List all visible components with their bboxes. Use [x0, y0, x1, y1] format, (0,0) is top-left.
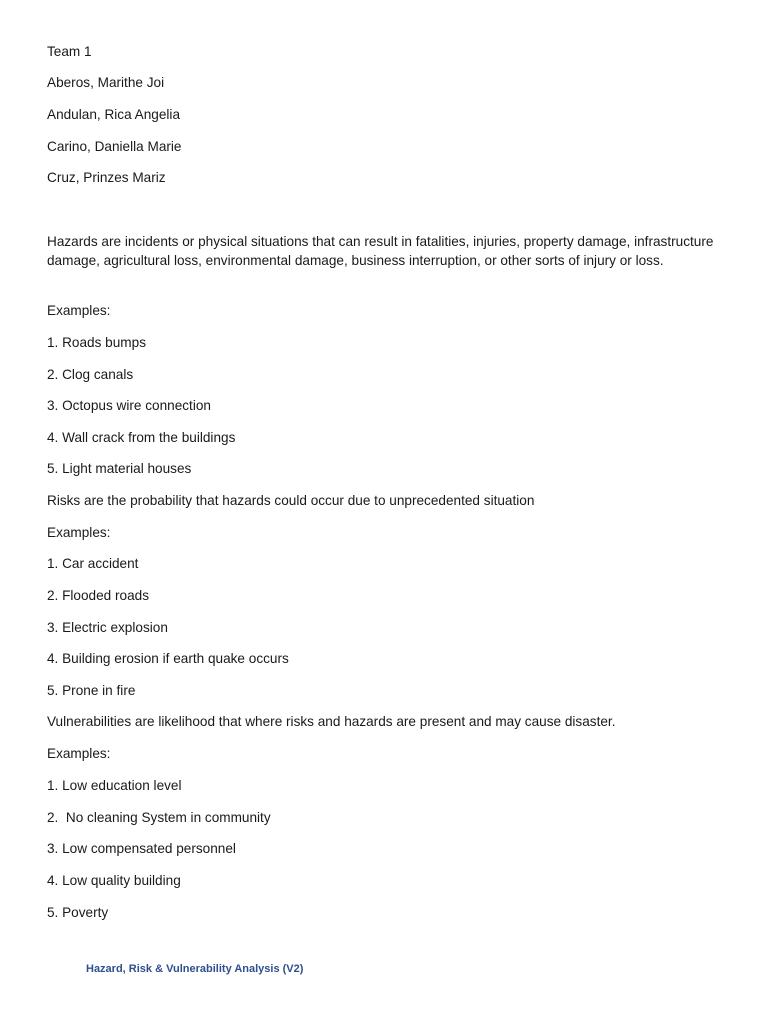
hazard-example-item: 4. Wall crack from the buildings — [47, 430, 236, 445]
risks-examples-label: Examples: — [47, 525, 111, 540]
vulnerabilities-definition: Vulnerabilities are likelihood that where risks and hazards are present and may cause disaster. — [47, 714, 616, 729]
team-member: Aberos, Marithe Joi — [47, 75, 165, 90]
hazards-definition: Hazards are incidents or physical situations that can result in fatalities, injuries, property damage, infrastructure damage, agricultural loss, environmental damage, business interruption, or other sorts of injury or loss. — [47, 234, 714, 268]
vulnerabilities-examples-label: Examples: — [47, 746, 111, 761]
vulnerability-example-item: 5. Poverty — [47, 905, 109, 920]
page-footer: Hazard, Risk & Vulnerability Analysis (V2) — [86, 963, 304, 975]
hazard-example-item: 5. Light material houses — [47, 461, 192, 476]
risk-example-item: 2. Flooded roads — [47, 588, 150, 603]
team-member: Cruz, Prinzes Mariz — [47, 170, 166, 185]
risk-example-item: 5. Prone in fire — [47, 683, 136, 698]
team-member: Andulan, Rica Angelia — [47, 107, 181, 122]
risks-definition: Risks are the probability that hazards could occur due to unprecedented situation — [47, 493, 535, 508]
hazard-example-item: 2. Clog canals — [47, 367, 134, 382]
team-member: Carino, Daniella Marie — [47, 139, 182, 154]
risk-example-item: 3. Electric explosion — [47, 620, 168, 635]
risk-example-item: 1. Car accident — [47, 556, 139, 571]
vulnerability-example-item: 1. Low education level — [47, 778, 182, 793]
vulnerability-example-item: 4. Low quality building — [47, 873, 181, 888]
risk-example-item: 4. Building erosion if earth quake occurs — [47, 651, 289, 666]
hazards-examples-label: Examples: — [47, 303, 111, 318]
hazard-example-item: 3. Octopus wire connection — [47, 398, 211, 413]
hazard-example-item: 1. Roads bumps — [47, 335, 146, 350]
vulnerability-example-item: 3. Low compensated personnel — [47, 841, 236, 856]
team-label: Team 1 — [47, 44, 92, 59]
vulnerability-example-item: 2. No cleaning System in community — [47, 810, 271, 825]
